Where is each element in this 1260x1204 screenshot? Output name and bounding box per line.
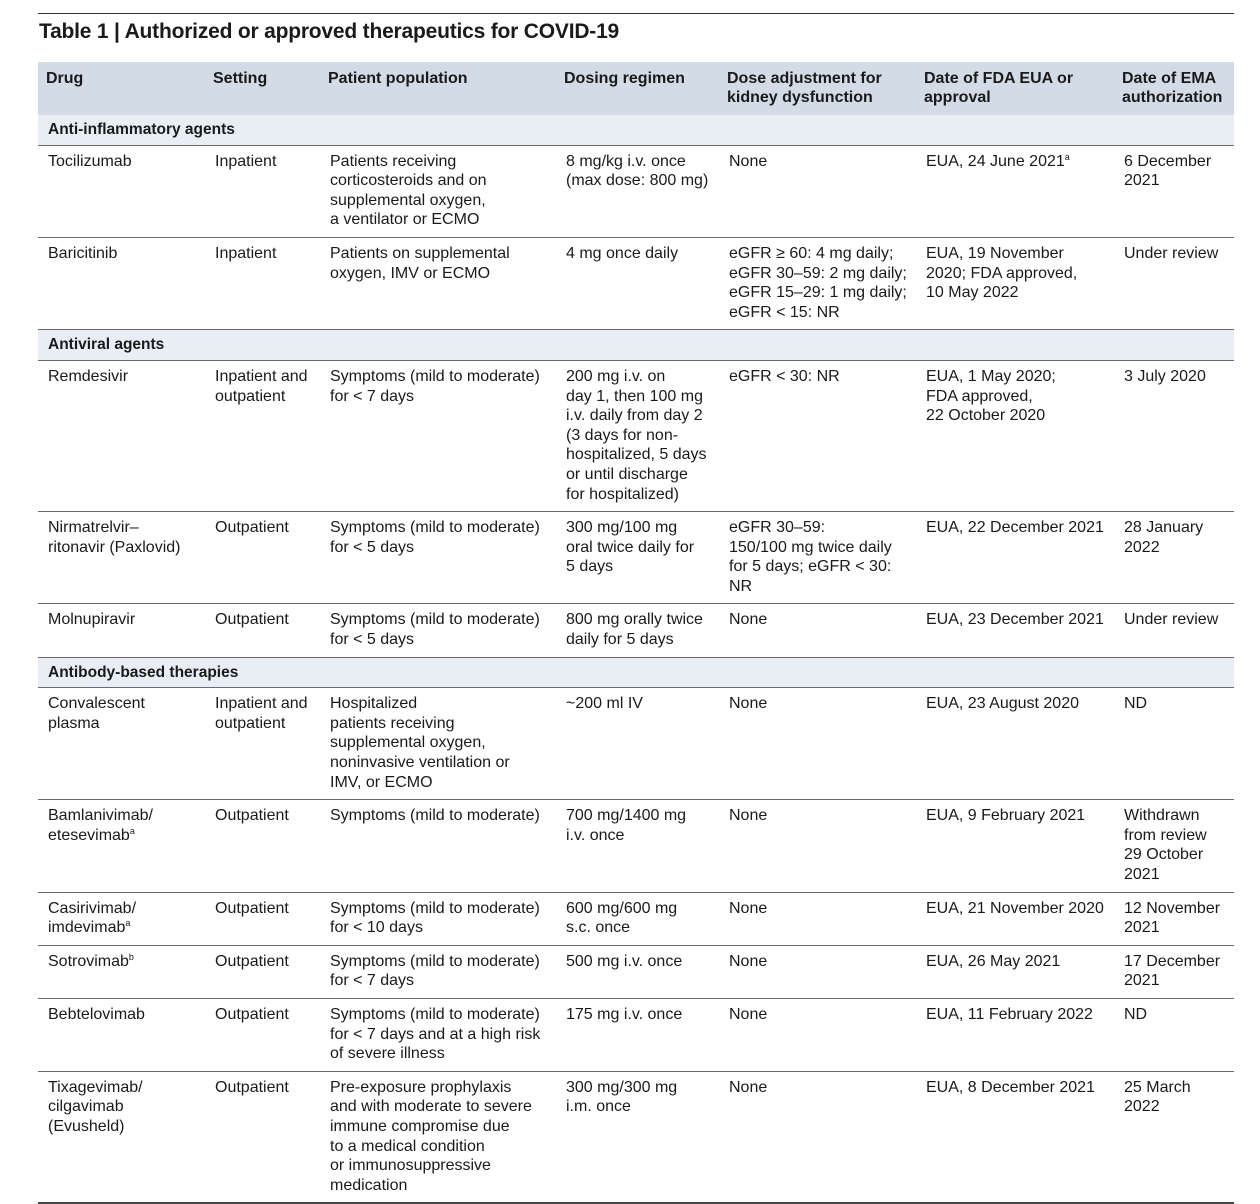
population-cell-text: Symptoms (mild to moderate) for < 7 days <box>330 367 540 405</box>
population-cell <box>320 892 556 945</box>
section-heading: Antibody-based therapies <box>38 657 1234 688</box>
setting-cell-text: Outpatient <box>215 1005 289 1023</box>
ema-date-cell-text: 12 November 2021 <box>1124 899 1221 937</box>
setting-cell <box>205 998 320 1071</box>
ema-date-cell <box>1114 360 1234 511</box>
kidney-cell-text: None <box>729 695 768 713</box>
fda-date-cell <box>916 800 1114 892</box>
kidney-cell <box>719 800 916 892</box>
drug-cell <box>38 145 205 237</box>
kidney-cell <box>719 998 916 1071</box>
table-row <box>38 360 1234 511</box>
drug-cell <box>38 360 205 511</box>
population-cell <box>320 360 556 511</box>
footnote-marker: a <box>125 918 131 929</box>
population-cell <box>320 688 556 800</box>
setting-cell <box>205 892 320 945</box>
dosing-cell <box>556 998 719 1071</box>
fda-date-cell <box>916 998 1114 1071</box>
dosing-cell <box>556 688 719 800</box>
kidney-cell <box>719 892 916 945</box>
table-row <box>38 998 1234 1071</box>
ema-date-cell-text: Withdrawn from review 29 October 2021 <box>1124 807 1207 883</box>
kidney-cell <box>719 688 916 800</box>
ema-date-cell-text: 6 December 2021 <box>1124 152 1212 190</box>
ema-date-cell <box>1114 237 1234 329</box>
table-row <box>38 604 1234 657</box>
ema-date-cell-text: ND <box>1124 1005 1148 1023</box>
fda-date-cell <box>916 604 1114 657</box>
fda-date-cell-text: EUA, 8 December 2021 <box>926 1078 1095 1096</box>
fda-date-cell <box>916 1071 1114 1203</box>
ema-date-cell-text: 3 July 2020 <box>1124 367 1206 385</box>
setting-cell-text: Outpatient <box>215 807 289 825</box>
population-cell <box>320 604 556 657</box>
table-body <box>38 115 1234 1203</box>
dosing-cell-text: 800 mg orally twice daily for 5 days <box>566 611 703 649</box>
drug-cell <box>38 1071 205 1203</box>
kidney-cell-text: eGFR ≥ 60: 4 mg daily; eGFR 30–59: 2 mg daily; eGFR 15–29: 1 mg daily; eGFR < 15: NR <box>729 244 907 321</box>
table-row <box>38 800 1234 892</box>
drug-cell <box>38 892 205 945</box>
footnote-marker: b <box>128 951 134 962</box>
drug-cell <box>38 512 205 604</box>
kidney-cell-text: None <box>729 1005 768 1023</box>
fda-date-cell <box>916 892 1114 945</box>
fda-date-cell <box>916 360 1114 511</box>
fda-date-cell-text: EUA, 21 November 2020 <box>926 899 1104 917</box>
population-cell-text: Symptoms (mild to moderate) for < 7 days <box>330 952 540 990</box>
kidney-cell <box>719 945 916 998</box>
drug-cell-text: Bamlanivimab/ etesevimab <box>48 807 153 844</box>
population-cell-text: Symptoms (mild to moderate) for < 10 days <box>330 899 540 937</box>
population-cell-text: Symptoms (mild to moderate) for < 5 days <box>330 611 540 649</box>
ema-date-cell <box>1114 945 1234 998</box>
setting-cell <box>205 145 320 237</box>
population-cell-text: Symptoms (mild to moderate) for < 5 days <box>330 519 540 556</box>
dosing-cell <box>556 512 719 604</box>
table-row <box>38 145 1234 237</box>
ema-date-cell-text: Under review <box>1124 611 1219 629</box>
table-row <box>38 512 1234 604</box>
population-cell <box>320 800 556 892</box>
fda-date-cell-text: EUA, 26 May 2021 <box>926 952 1061 970</box>
ema-date-cell <box>1114 892 1234 945</box>
ema-date-cell <box>1114 512 1234 604</box>
population-cell-text: Pre-exposure prophylaxis and with moderate to severe immune compromise due to a medical condition or immunosuppressive medication <box>330 1078 532 1194</box>
drug-cell-text: Sotrovimab <box>48 952 129 970</box>
dosing-cell-text: 700 mg/1400 mg i.v. once <box>566 807 687 844</box>
population-cell <box>320 1071 556 1203</box>
drug-cell <box>38 604 205 657</box>
header-drug: Drug <box>38 62 205 115</box>
setting-cell <box>205 1071 320 1203</box>
ema-date-cell <box>1114 998 1234 1071</box>
ema-date-cell <box>1114 688 1234 800</box>
dosing-cell <box>556 360 719 511</box>
section-row <box>38 115 1234 145</box>
drug-cell-text: Nirmatrelvir– ritonavir (Paxlovid) <box>48 519 181 556</box>
kidney-cell-text: None <box>729 807 768 825</box>
ema-date-cell-text: 28 January 2022 <box>1124 519 1204 556</box>
table-row <box>38 945 1234 998</box>
setting-cell <box>205 360 320 511</box>
setting-cell-text: Outpatient <box>215 519 289 537</box>
population-cell-text: Patients on supplemental oxygen, IMV or ECMO <box>330 244 510 282</box>
top-rule <box>38 13 1234 14</box>
dosing-cell-text: ~200 ml IV <box>566 695 643 713</box>
table-row <box>38 892 1234 945</box>
setting-cell-text: Outpatient <box>215 899 289 917</box>
drug-cell-text: Tocilizumab <box>48 152 132 170</box>
setting-cell <box>205 604 320 657</box>
drug-cell-text: Casirivimab/ imdevimab <box>48 899 137 937</box>
dosing-cell-text: 4 mg once daily <box>566 244 679 262</box>
header-setting: Setting <box>205 62 320 115</box>
drug-cell <box>38 945 205 998</box>
setting-cell <box>205 512 320 604</box>
drug-cell-text: Molnupiravir <box>48 611 136 629</box>
kidney-cell <box>719 1071 916 1203</box>
fda-date-cell <box>916 945 1114 998</box>
header-patient-population: Patient population <box>320 62 556 115</box>
drug-cell <box>38 800 205 892</box>
dosing-cell <box>556 945 719 998</box>
setting-cell-text: Outpatient <box>215 952 289 970</box>
kidney-cell <box>719 512 916 604</box>
population-cell <box>320 512 556 604</box>
kidney-cell-text: None <box>729 899 768 917</box>
dosing-cell <box>556 237 719 329</box>
kidney-cell-text: None <box>729 1078 768 1096</box>
setting-cell <box>205 800 320 892</box>
kidney-cell <box>719 604 916 657</box>
therapeutics-table <box>38 62 1234 1204</box>
fda-date-cell <box>916 512 1114 604</box>
population-cell-text: Patients receiving corticosteroids and on supplemental oxygen, a ventilator or ECMO <box>330 152 487 229</box>
fda-date-cell-text: EUA, 11 February 2022 <box>926 1005 1093 1023</box>
setting-cell-text: Inpatient <box>215 244 277 262</box>
dosing-cell-text: 175 mg i.v. once <box>566 1005 683 1023</box>
dosing-cell <box>556 145 719 237</box>
setting-cell-text: Inpatient and outpatient <box>215 695 308 732</box>
kidney-cell-text: None <box>729 611 768 629</box>
drug-cell <box>38 688 205 800</box>
section-row <box>38 330 1234 361</box>
fda-date-cell-text: EUA, 9 February 2021 <box>926 807 1086 825</box>
footnote-marker: a <box>129 825 135 836</box>
dosing-cell-text: 600 mg/600 mg s.c. once <box>566 899 678 937</box>
drug-cell-text: Baricitinib <box>48 244 118 262</box>
dosing-cell-text: 200 mg i.v. on day 1, then 100 mg i.v. daily from day 2 (3 days for non- hospitalized, 5 days or until discharge for hospitalized) <box>566 367 707 503</box>
fda-date-cell-text: EUA, 24 June 2021 <box>926 152 1065 170</box>
ema-date-cell <box>1114 604 1234 657</box>
kidney-cell <box>719 360 916 511</box>
population-cell <box>320 998 556 1071</box>
setting-cell-text: Outpatient <box>215 611 289 629</box>
ema-date-cell <box>1114 145 1234 237</box>
kidney-cell <box>719 145 916 237</box>
fda-date-cell-text: EUA, 19 November 2020; FDA approved, 10 May 2022 <box>926 244 1078 302</box>
fda-date-cell <box>916 688 1114 800</box>
dosing-cell <box>556 1071 719 1203</box>
setting-cell <box>205 688 320 800</box>
header-ema-date: Date of EMA authorization <box>1114 62 1234 115</box>
setting-cell <box>205 237 320 329</box>
ema-date-cell <box>1114 800 1234 892</box>
section-heading: Anti-inflammatory agents <box>38 115 1234 145</box>
kidney-cell-text: eGFR < 30: NR <box>729 367 840 385</box>
fda-date-cell-text: EUA, 23 August 2020 <box>926 695 1079 713</box>
ema-date-cell-text: ND <box>1124 695 1148 713</box>
table-row <box>38 688 1234 800</box>
ema-date-cell-text: Under review <box>1124 244 1219 262</box>
kidney-cell <box>719 237 916 329</box>
fda-date-cell-text: EUA, 23 December 2021 <box>926 611 1104 629</box>
drug-cell-text: Convalescent plasma <box>48 695 145 732</box>
dosing-cell-text: 300 mg/100 mg oral twice daily for 5 days <box>566 519 695 576</box>
population-cell <box>320 237 556 329</box>
dosing-cell <box>556 892 719 945</box>
dosing-cell-text: 500 mg i.v. once <box>566 952 683 970</box>
fda-date-cell <box>916 145 1114 237</box>
table-title: Table 1 | Authorized or approved therapeutics for COVID-19 <box>39 20 620 43</box>
ema-date-cell-text: 17 December 2021 <box>1124 952 1221 990</box>
table-row <box>38 1071 1234 1203</box>
population-cell-text: Symptoms (mild to moderate) <box>330 807 540 825</box>
setting-cell-text: Inpatient and outpatient <box>215 367 308 405</box>
dosing-cell-text: 300 mg/300 mg i.m. once <box>566 1078 678 1116</box>
fda-date-cell-text: EUA, 1 May 2020; FDA approved, 22 October 2020 <box>926 367 1056 425</box>
ema-date-cell <box>1114 1071 1234 1203</box>
footnote-marker: a <box>1064 151 1070 162</box>
setting-cell-text: Inpatient <box>215 152 277 170</box>
section-heading: Antiviral agents <box>38 330 1234 361</box>
table-row <box>38 237 1234 329</box>
section-row <box>38 657 1234 688</box>
fda-date-cell <box>916 237 1114 329</box>
header-row <box>38 62 1234 115</box>
header-dosing-regimen: Dosing regimen <box>556 62 719 115</box>
setting-cell-text: Outpatient <box>215 1078 289 1096</box>
population-cell <box>320 145 556 237</box>
dosing-cell <box>556 604 719 657</box>
drug-cell-text: Tixagevimab/ cilgavimab (Evusheld) <box>48 1078 143 1135</box>
setting-cell <box>205 945 320 998</box>
population-cell-text: Hospitalized patients receiving supplemental oxygen, noninvasive ventilation or IMV, or ECMO <box>330 695 510 791</box>
kidney-cell-text: None <box>729 952 768 970</box>
kidney-cell-text: None <box>729 152 768 170</box>
population-cell <box>320 945 556 998</box>
drug-cell <box>38 237 205 329</box>
kidney-cell-text: eGFR 30–59: 150/100 mg twice daily for 5 days; eGFR < 30: NR <box>729 519 892 595</box>
dosing-cell-text: 8 mg/kg i.v. once (max dose: 800 mg) <box>566 152 709 190</box>
dosing-cell <box>556 800 719 892</box>
drug-cell-text: Bebtelovimab <box>48 1005 145 1023</box>
drug-cell-text: Remdesivir <box>48 367 129 385</box>
ema-date-cell-text: 25 March 2022 <box>1124 1078 1191 1116</box>
fda-date-cell-text: EUA, 22 December 2021 <box>926 519 1104 537</box>
header-fda-date: Date of FDA EUA or approval <box>916 62 1114 115</box>
header-kidney-dose-adjustment: Dose adjustment for kidney dysfunction <box>719 62 916 115</box>
population-cell-text: Symptoms (mild to moderate) for < 7 days and at a high risk of severe illness <box>330 1005 541 1063</box>
drug-cell <box>38 998 205 1071</box>
